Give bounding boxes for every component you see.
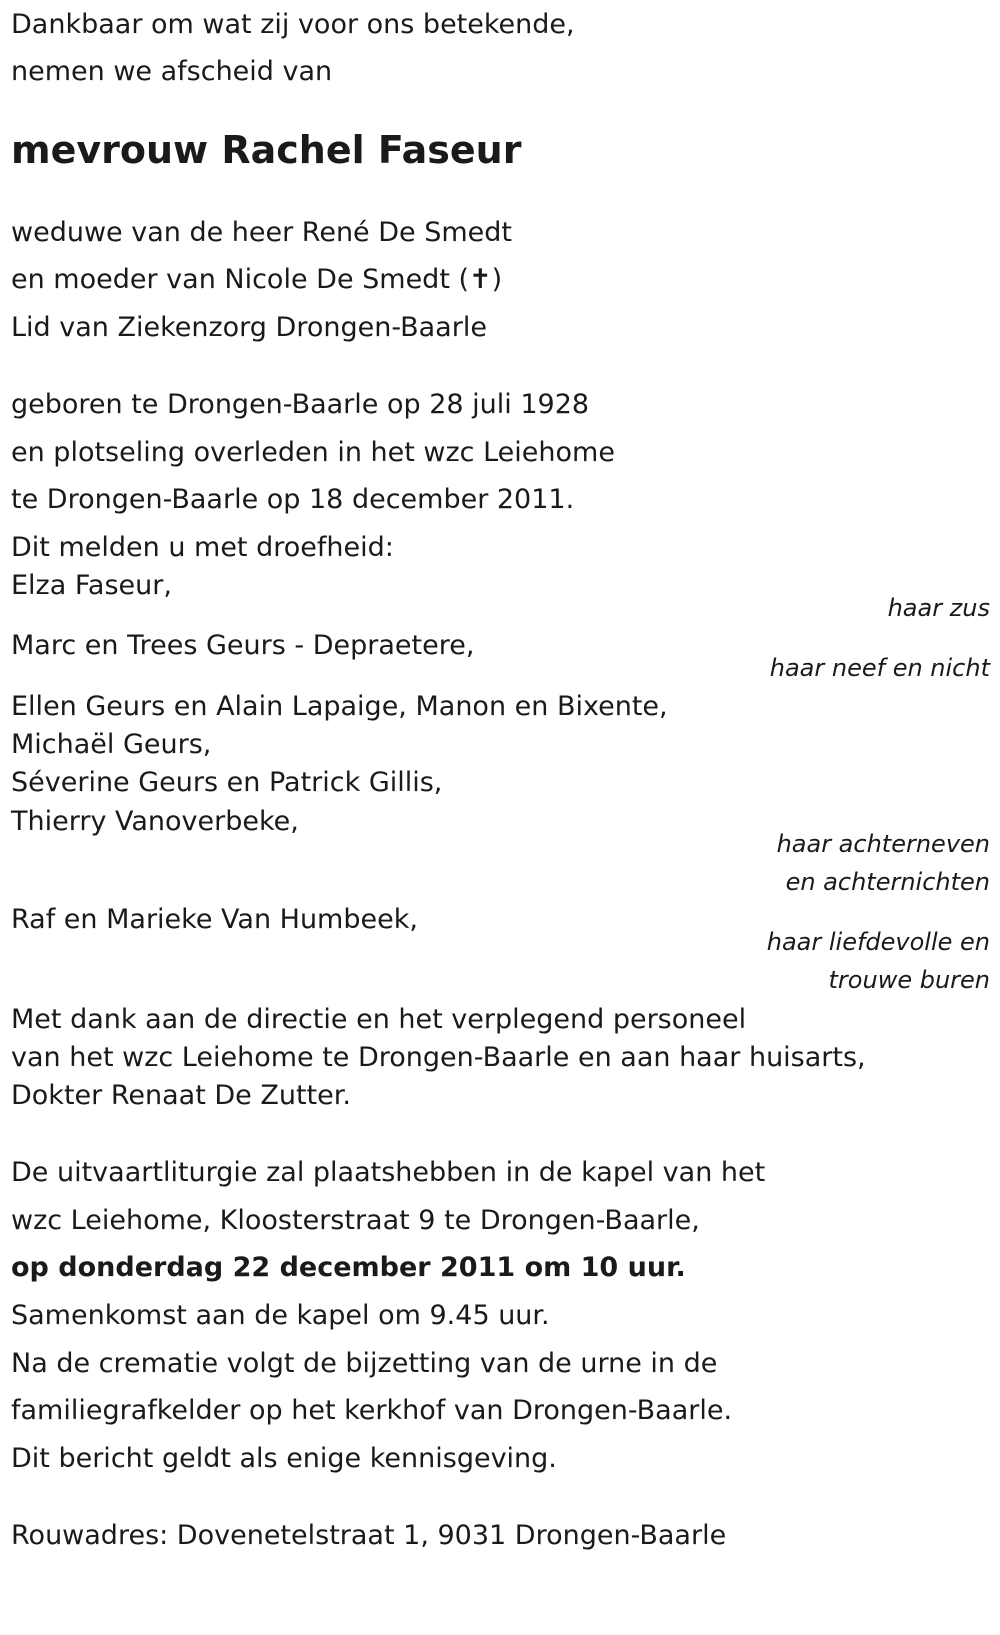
intro-line-1: Dankbaar om wat zij voor ons betekende, bbox=[11, 9, 575, 40]
mourner-name: Ellen Geurs en Alain Lapaige, Manon en Bixente, bbox=[11, 691, 668, 722]
funeral-date: op donderdag 22 december 2011 om 10 uur. bbox=[11, 1252, 686, 1283]
thanks-line-1: Met dank aan de directie en het verplegend personeel bbox=[11, 1004, 747, 1035]
intro-line-2: nemen we afscheid van bbox=[11, 56, 333, 87]
funeral-line-1: De uitvaartliturgie zal plaatshebben in de kapel van het bbox=[11, 1157, 766, 1188]
funeral-line-5: Na de crematie volgt de bijzetting van de urne in de bbox=[11, 1348, 718, 1379]
mourner-name: Elza Faseur, bbox=[11, 570, 172, 601]
announce-line: Dit melden u met droefheid: bbox=[11, 532, 394, 563]
mourner-name: Séverine Geurs en Patrick Gillis, bbox=[11, 767, 443, 798]
mourner-name: Marc en Trees Geurs - Depraetere, bbox=[11, 630, 475, 661]
relation-line-3: Lid van Ziekenzorg Drongen-Baarle bbox=[11, 312, 487, 343]
mourner-relation: en achternichten bbox=[785, 868, 990, 896]
mourner-relation: haar achterneven bbox=[776, 830, 990, 858]
mourner-name: Thierry Vanoverbeke, bbox=[11, 806, 299, 837]
mourner-relation: haar neef en nicht bbox=[769, 654, 990, 682]
mourner-relation: haar liefdevolle en bbox=[766, 928, 990, 956]
mourner-name: Raf en Marieke Van Humbeek, bbox=[11, 904, 418, 935]
funeral-line-4: Samenkomst aan de kapel om 9.45 uur. bbox=[11, 1300, 550, 1331]
deceased-name: mevrouw Rachel Faseur bbox=[11, 128, 522, 172]
mourner-relation: haar zus bbox=[887, 594, 990, 622]
relation-line-1: weduwe van de heer René De Smedt bbox=[11, 217, 513, 248]
mourning-address: Rouwadres: Dovenetelstraat 1, 9031 Drongen-Baarle bbox=[11, 1520, 727, 1551]
mourner-name: Michaël Geurs, bbox=[11, 729, 212, 760]
birth-line: geboren te Drongen-Baarle op 28 juli 1928 bbox=[11, 389, 590, 420]
death-line-1: en plotseling overleden in het wzc Leiehome bbox=[11, 437, 615, 468]
funeral-line-7: Dit bericht geldt als enige kennisgeving. bbox=[11, 1443, 557, 1474]
thanks-line-3: Dokter Renaat De Zutter. bbox=[11, 1080, 351, 1111]
funeral-line-6: familiegrafkelder op het kerkhof van Drongen-Baarle. bbox=[11, 1395, 733, 1426]
death-line-2: te Drongen-Baarle op 18 december 2011. bbox=[11, 484, 575, 515]
relation-line-2: en moeder van Nicole De Smedt (✝) bbox=[11, 264, 503, 295]
thanks-line-2: van het wzc Leiehome te Drongen-Baarle en aan haar huisarts, bbox=[11, 1042, 866, 1073]
mourner-relation: trouwe buren bbox=[828, 966, 990, 994]
funeral-line-2: wzc Leiehome, Kloosterstraat 9 te Drongen-Baarle, bbox=[11, 1205, 700, 1236]
